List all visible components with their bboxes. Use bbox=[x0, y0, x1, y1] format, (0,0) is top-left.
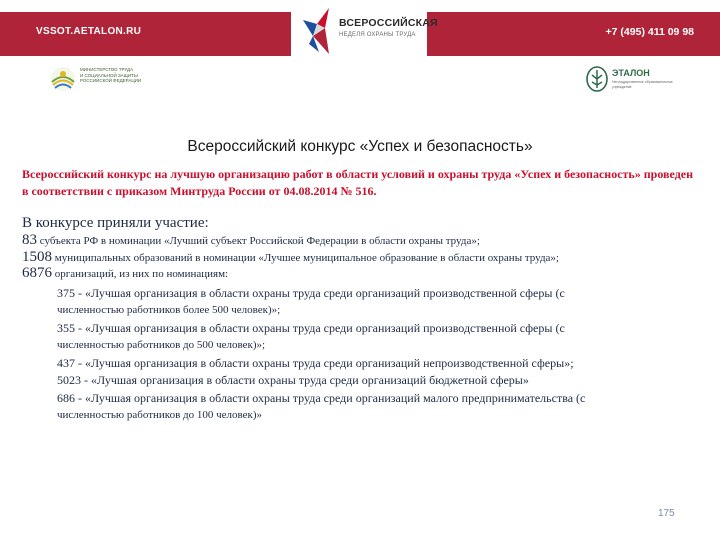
nomination-item bbox=[57, 372, 702, 390]
etalon-name: ЭТАЛОН bbox=[612, 68, 650, 78]
stat-number: 83 bbox=[22, 232, 37, 248]
ministry-logo-text: МИНИСТЕРСТВО ТРУДА И СОЦИАЛЬНОЙ ЗАЩИТЫ РОССИЙСКОЙ ФЕДЕРАЦИИ bbox=[80, 67, 142, 83]
stat-item bbox=[22, 266, 702, 283]
participation-section bbox=[22, 214, 702, 425]
week-logo-subtitle: НЕДЕЛЯ ОХРАНЫ ТРУДА bbox=[339, 32, 416, 38]
etalon-logo bbox=[586, 66, 696, 94]
stat-number: 1508 bbox=[22, 248, 52, 265]
intro-paragraph: Всероссийский конкурс на лучшую организацию работ в области условий и охраны труда «Успех и безопасность» проведен в соответствии с приказом Минтруда России от 04.08.2014 № 516. bbox=[22, 167, 694, 198]
nomination-count: 437 bbox=[57, 355, 75, 370]
flag-star-icon bbox=[299, 2, 339, 58]
week-logo-title: ВСЕРОССИЙСКАЯ bbox=[339, 17, 438, 29]
stat-item bbox=[22, 233, 702, 250]
participation-heading: В конкурсе приняли участие: bbox=[22, 215, 209, 231]
etalon-subtitle: Негосударственное образовательное учреждение bbox=[612, 80, 673, 89]
nomination-text-continued: численностью работников более 500 человек)»; bbox=[57, 304, 281, 316]
nomination-count: 375 bbox=[57, 285, 75, 300]
nomination-item bbox=[57, 355, 702, 373]
site-url-link[interactable]: VSSOT.AETALON.RU bbox=[36, 26, 142, 37]
page-number: 175 bbox=[658, 508, 675, 519]
nomination-text: - «Лучшая организация в области охраны труда среди организаций непроизводственной сферы»; bbox=[78, 355, 574, 370]
nomination-text: - «Лучшая организация в области охраны труда среди организаций производственной сферы (с bbox=[78, 320, 565, 335]
slide-title: Всероссийский конкурс «Успех и безопасность» bbox=[187, 138, 533, 155]
nomination-text: - «Лучшая организация в области охраны труда среди организаций производственной сферы (с bbox=[78, 285, 565, 300]
nomination-item bbox=[57, 320, 702, 355]
nomination-count: 355 bbox=[57, 320, 75, 335]
nomination-text-continued: численностью работников до 100 человек)» bbox=[57, 409, 263, 421]
nominations-list bbox=[57, 285, 702, 425]
phone-number: +7 (495) 411 09 98 bbox=[605, 26, 694, 38]
week-logo bbox=[291, 0, 438, 60]
stat-text: организаций, из них по номинациям: bbox=[54, 268, 229, 280]
nomination-item bbox=[57, 390, 702, 425]
ministry-logo bbox=[50, 66, 180, 96]
nomination-item bbox=[57, 285, 702, 320]
stat-text: субъекта РФ в номинации «Лучший субъект Российской Федерации в области охраны труда»; bbox=[39, 235, 480, 247]
stat-text: муниципальных образований в номинации «Лучшее муниципальное образование в области охраны труда»; bbox=[54, 251, 559, 264]
stat-number: 6876 bbox=[22, 265, 52, 281]
ministry-emblem-icon bbox=[50, 66, 76, 92]
nomination-text: - «Лучшая организация в области охраны труда среди организаций бюджетной сферы» bbox=[84, 373, 529, 387]
stat-item bbox=[22, 250, 702, 267]
nomination-count: 5023 bbox=[57, 373, 81, 387]
nomination-text: - «Лучшая организация в области охраны труда среди организаций малого предпринимательства (с bbox=[78, 390, 586, 405]
nomination-count: 686 bbox=[57, 390, 75, 405]
etalon-emblem-icon bbox=[586, 66, 608, 92]
nomination-text-continued: численностью работников до 500 человек)»; bbox=[57, 339, 266, 351]
